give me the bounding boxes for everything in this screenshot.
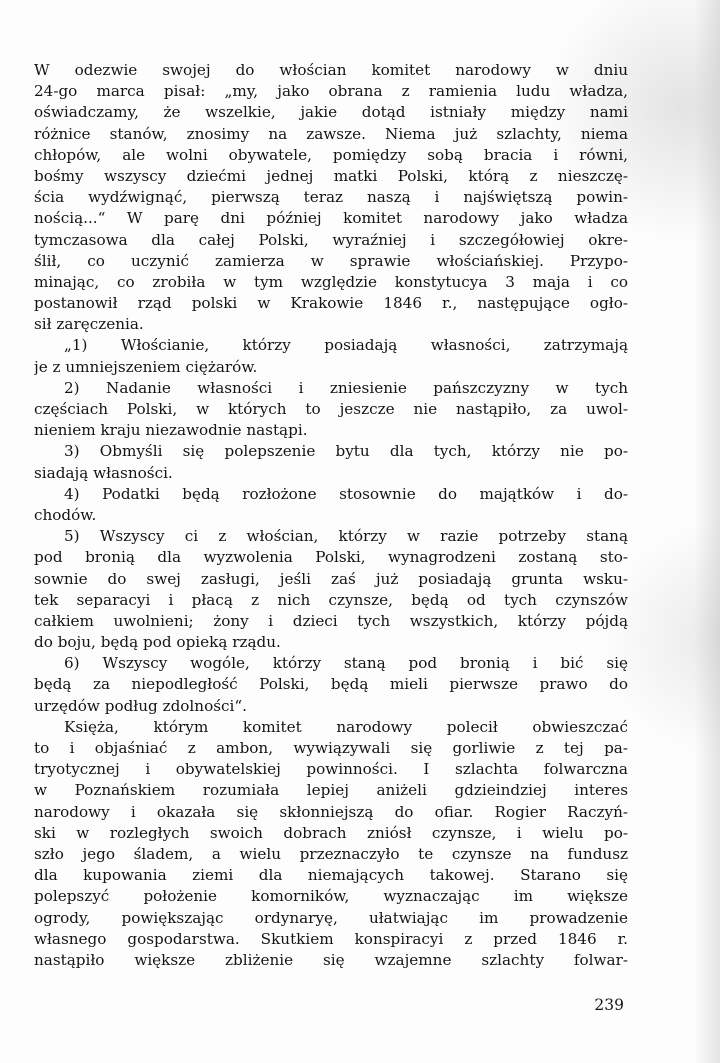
- text-line: pod bronią dla wyzwolenia Polski, wynagrodzeni zostaną sto-: [34, 548, 628, 567]
- text-line: urzędów podług zdolności“.: [34, 696, 247, 715]
- text-line: je z umniejszeniem ciężarów.: [34, 357, 258, 376]
- text-line: narodowy i okazała się skłonniejszą do ofiar. Rogier Raczyń-: [34, 802, 628, 821]
- text-line: nastąpiło większe zbliżenie się wzajemne szlachty folwar-: [34, 950, 628, 969]
- text-line: nieniem kraju niezawodnie nastąpi.: [34, 421, 308, 440]
- text-line: częściach Polski, w których to jeszcze nie nastąpiło, za uwol-: [34, 400, 628, 418]
- text-line: polepszyć położenie komorników, wyznaczając im większe: [34, 887, 628, 906]
- text-line: ski w rozległych swoich dobrach zniósł czynsze, i wielu po-: [34, 823, 628, 842]
- text-line: nością...“ W parę dni później komitet narodowy jako władza: [34, 209, 628, 228]
- text-line: różnice stanów, znosimy na zawsze. Niema już szlachty, niema: [34, 124, 628, 143]
- text-line: chłopów, ale wolni obywatele, pomiędzy sobą bracia i równi,: [34, 145, 628, 164]
- text-line: postanowił rząd polski w Krakowie 1846 r., następujące ogło-: [34, 294, 628, 313]
- text-line: całkiem uwolnieni; żony i dzieci tych wszystkich, którzy pójdą: [34, 611, 628, 630]
- text-line: ścia wydźwignąć, pierwszą teraz naszą i najświętszą powin-: [34, 188, 628, 207]
- text-line: tryotycznej i obywatelskiej powinności. I szlachta folwarczna: [34, 760, 628, 779]
- text-line: 2) Nadanie własności i zniesienie pańszczyzny w tych: [64, 378, 628, 397]
- text-line: 24-go marca pisał: „my, jako obrana z ramienia ludu władza,: [34, 82, 628, 101]
- text-line: tek separacyi i płacą z nich czynsze, będą od tych czynszów: [34, 590, 628, 609]
- text-line: sił zaręczenia.: [34, 315, 144, 334]
- text-line: to i objaśniać z ambon, wywiązywali się gorliwie z tej pa-: [34, 739, 628, 757]
- text-line: ogrody, powiększając ordynaryę, ułatwiając im prowadzenie: [34, 908, 628, 927]
- text-line: ślił, co uczynić zamierza w sprawie włościańskiej. Przypo-: [34, 251, 628, 270]
- page-edge-shadow: [694, 0, 720, 1063]
- text-line: własnego gospodarstwa. Skutkiem konspiracyi z przed 1846 r.: [34, 929, 628, 948]
- text-line: „1) Włościanie, którzy posiadają własności, zatrzymają: [64, 336, 628, 355]
- text-line: 6) Wszyscy wogóle, którzy staną pod bronią i bić się: [64, 654, 628, 673]
- text-line: siadają własności.: [34, 463, 173, 482]
- text-line: minając, co zrobiła w tym względzie konstytucya 3 maja i co: [34, 272, 628, 291]
- text-line: chodów.: [34, 505, 97, 524]
- text-line: bośmy wszyscy dziećmi jednej matki Polski, którą z nieszczę-: [34, 166, 628, 185]
- text-line: 4) Podatki będą rozłożone stosownie do majątków i do-: [64, 484, 628, 503]
- text-line: W odezwie swojej do włościan komitet narodowy w dniu: [34, 61, 628, 79]
- text-line: tymczasowa dla całej Polski, wyraźniej i szczegółowiej okre-: [34, 230, 628, 249]
- text-line: Księża, którym komitet narodowy polecił obwieszczać: [64, 717, 628, 736]
- text-line: 5) Wszyscy ci z włościan, którzy w razie potrzeby staną: [64, 527, 628, 546]
- text-line: 3) Obmyśli się polepszenie bytu dla tych, którzy nie po-: [64, 442, 628, 461]
- text-line: w Poznańskiem rozumiała lepiej aniżeli gdzieindziej interes: [34, 781, 628, 800]
- body-text: [34, 60, 628, 971]
- text-line: szło jego śladem, a wielu przeznaczyło te czynsze na fundusz: [34, 844, 628, 863]
- text-line: będą za niepodległość Polski, będą mieli pierwsze prawo do: [34, 675, 628, 694]
- page-number: 239: [594, 996, 624, 1014]
- text-line: dla kupowania ziemi dla niemających takowej. Starano się: [34, 866, 628, 885]
- text-line: sownie do swej zasługi, jeśli zaś już posiadają grunta wsku-: [34, 569, 628, 588]
- text-line: do boju, będą pod opieką rządu.: [34, 633, 281, 652]
- text-line: oświadczamy, że wszelkie, jakie dotąd istniały między nami: [34, 103, 628, 122]
